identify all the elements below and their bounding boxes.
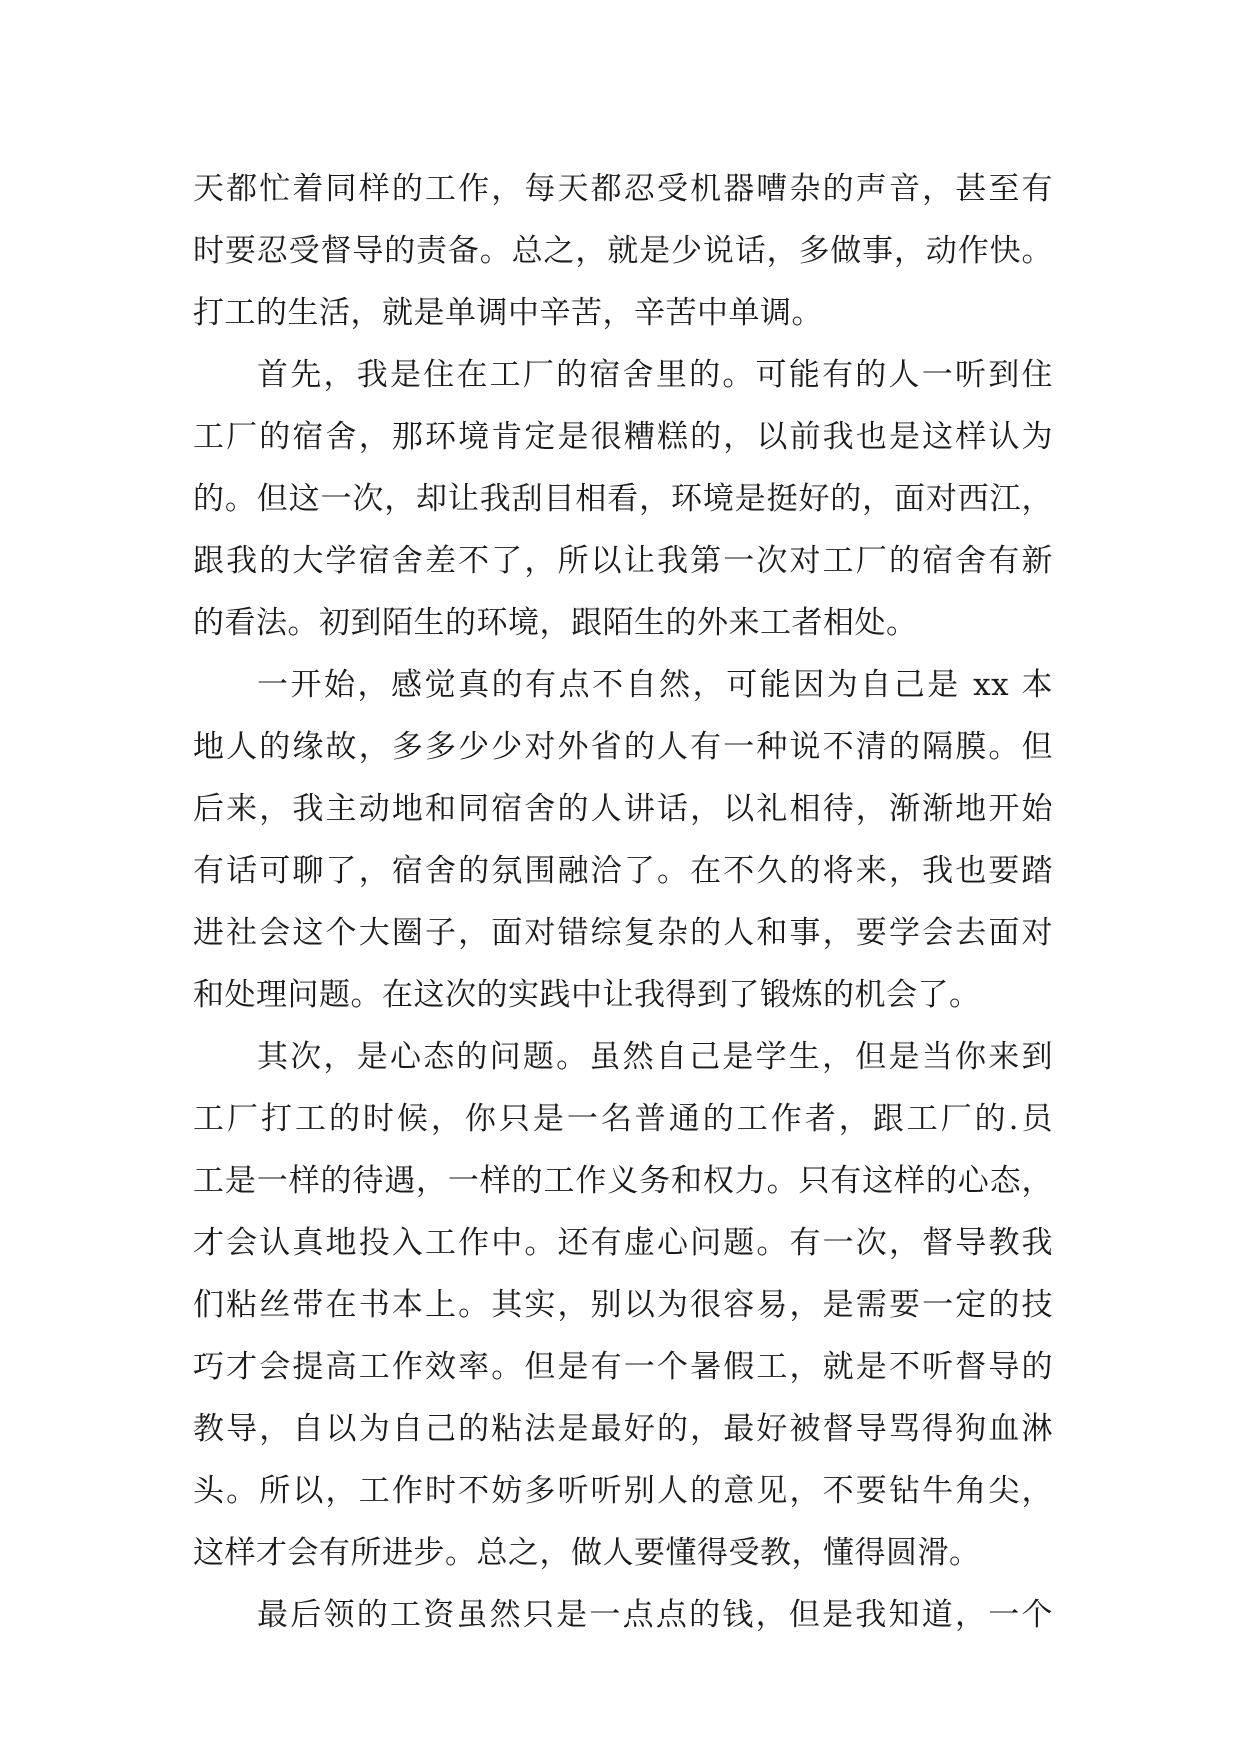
text-line: 巧才会提高工作效率。但是有一个暑假工，就是不听督导的 — [193, 1349, 1053, 1385]
text-line: 才会认真地投入工作中。还有虚心问题。有一次，督导教我 — [193, 1225, 1053, 1261]
text-line: 的看法。初到陌生的环境，跟陌生的外来工者相处。 — [193, 605, 918, 641]
text-line: 其次，是心态的问题。虽然自己是学生，但是当你来到 — [257, 1039, 1053, 1075]
text-line: 工厂打工的时候，你只是一名普通的工作者，跟工厂的.员 — [193, 1101, 1053, 1137]
text-line: 有话可聊了，宿舍的氛围融洽了。在不久的将来，我也要踏 — [193, 853, 1053, 889]
text-line: 进社会这个大圈子，面对错综复杂的人和事，要学会去面对 — [193, 915, 1053, 951]
text-line: 们粘丝带在书本上。其实，别以为很容易，是需要一定的技 — [193, 1287, 1053, 1323]
text-line: 教导，自以为自己的粘法是最好的，最好被督导骂得狗血淋 — [193, 1411, 1053, 1447]
text-line: 这样才会有所进步。总之，做人要懂得受教，懂得圆滑。 — [193, 1535, 981, 1571]
text-line: 地人的缘故，多多少少对外省的人有一种说不清的隔膜。但 — [193, 729, 1053, 765]
text-line: 工厂的宿舍，那环境肯定是很糟糕的，以前我也是这样认为 — [193, 419, 1053, 455]
text-line: 的。但这一次，却让我刮目相看，环境是挺好的，面对西江， — [193, 481, 1053, 517]
text-line: 跟我的大学宿舍差不了，所以让我第一次对工厂的宿舍有新 — [193, 543, 1053, 579]
text-line: 天都忙着同样的工作，每天都忍受机器嘈杂的声音，甚至有 — [193, 171, 1053, 207]
text-line: 工是一样的待遇，一样的工作义务和权力。只有这样的心态， — [193, 1163, 1053, 1199]
text-line: 打工的生活，就是单调中辛苦，辛苦中单调。 — [193, 295, 823, 331]
text-line: 头。所以，工作时不妨多听听别人的意见，不要钻牛角尖， — [193, 1473, 1053, 1509]
text-line: 一开始，感觉真的有点不自然，可能因为自己是 xx 本 — [257, 667, 1053, 703]
body-text — [193, 158, 1053, 1646]
text-line: 时要忍受督导的责备。总之，就是少说话，多做事，动作快。 — [193, 233, 1053, 269]
text-line: 首先，我是住在工厂的宿舍里的。可能有的人一听到住 — [257, 357, 1053, 393]
text-line: 和处理问题。在这次的实践中让我得到了锻炼的机会了。 — [193, 977, 981, 1013]
text-line: 后来，我主动地和同宿舍的人讲话，以礼相待，渐渐地开始 — [193, 791, 1053, 827]
text-line: 最后领的工资虽然只是一点点的钱，但是我知道，一个 — [257, 1597, 1053, 1633]
